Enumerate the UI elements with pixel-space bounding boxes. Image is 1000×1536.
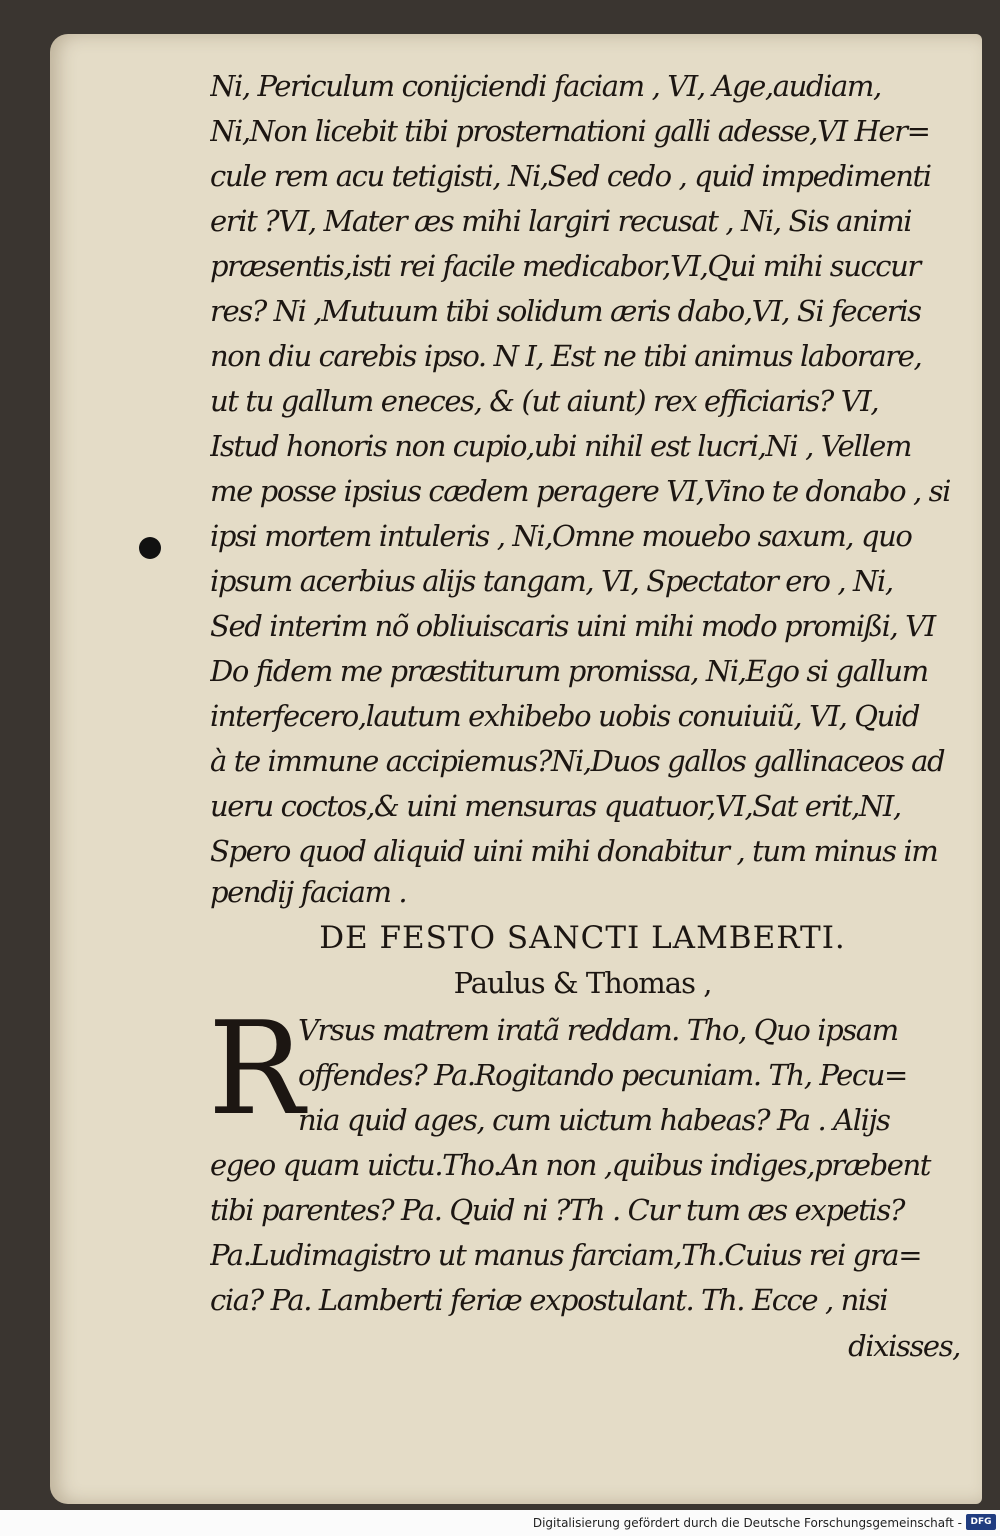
dfg-logo: DFG bbox=[966, 1514, 996, 1530]
section-heading: DE FESTO SANCTI LAMBERTI. bbox=[319, 920, 846, 956]
dialogue-line: offendes? Pa.Rogitando pecuniam. Th, Pecu= bbox=[298, 1058, 907, 1092]
margin-ink-dot bbox=[139, 537, 161, 559]
catchword: dixisses, bbox=[848, 1329, 960, 1363]
text-line: pendij faciam . bbox=[210, 875, 407, 909]
dialogue-line: Vrsus matrem iratã reddam. Tho, Quo ipsam bbox=[298, 1013, 898, 1047]
dialogue-line: Pa.Ludimagistro ut manus farciam,Th.Cuius rei gra= bbox=[210, 1238, 922, 1272]
text-line: Istud honoris non cupio,ubi nihil est lucri,Ni , Vellem bbox=[210, 429, 911, 463]
speakers-line: Paulus & Thomas , bbox=[453, 966, 712, 1000]
dialogue-line: cia? Pa. Lamberti feriæ expostulant. Th. Ecce , nisi bbox=[210, 1283, 888, 1317]
dialogue-line: tibi parentes? Pa. Quid ni ?Th . Cur tum æs expetis? bbox=[210, 1193, 905, 1227]
text-line: ipsi mortem intuleris , Ni,Omne mouebo saxum, quo bbox=[210, 519, 912, 553]
text-line: interfecero,lautum exhibebo uobis conuiuiũ, VI, Quid bbox=[210, 699, 919, 733]
dialogue-line: nia quid ages, cum uictum habeas? Pa . Alijs bbox=[298, 1103, 890, 1137]
text-line: res? Ni ,Mutuum tibi solidum æris dabo,VI, Si feceris bbox=[210, 294, 921, 328]
text-line: cule rem acu tetigisti, Ni,Sed cedo , quid impedimenti bbox=[210, 159, 931, 193]
text-line: erit ?VI, Mater æs mihi largiri recusat , Ni, Sis animi bbox=[210, 204, 912, 238]
text-line: à te immune accipiemus?Ni,Duos gallos gallinaceos ad bbox=[210, 744, 945, 778]
text-line: Ni,Non licebit tibi prosternationi galli adesse,VI Her= bbox=[210, 114, 930, 148]
text-line: ut tu gallum eneces, & (ut aiunt) rex efficiaris? VI, bbox=[210, 384, 879, 418]
text-line: ipsum acerbius alijs tangam, VI, Spectator ero , Ni, bbox=[210, 564, 893, 598]
dialogue-line: egeo quam uictu.Tho.An non ,quibus indiges,præbent bbox=[210, 1148, 931, 1182]
text-line: Spero quod aliquid uini mihi donabitur , tum minus im bbox=[210, 834, 938, 868]
text-line: Do fidem me præstiturum promissa, Ni,Ego si gallum bbox=[210, 654, 928, 688]
text-line: Sed interim nõ obliuiscaris uini mihi modo promißi, VI bbox=[210, 609, 935, 643]
text-line: ueru coctos,& uini mensuras quatuor,VI,Sat erit,NI, bbox=[210, 789, 901, 823]
text-line: Ni, Periculum conijciendi faciam , VI, Age,audiam, bbox=[210, 69, 881, 103]
text-line: non diu carebis ipso. N I, Est ne tibi animus laborare, bbox=[210, 339, 922, 373]
text-line: præsentis,isti rei facile medicabor,VI,Qui mihi succur bbox=[210, 249, 920, 283]
footer-credit: Digitalisierung gefördert durch die Deutsche Forschungsgemeinschaft - bbox=[532, 1516, 962, 1530]
drop-cap: R bbox=[208, 995, 305, 1144]
text-line: me posse ipsius cædem peragere VI,Vino te donabo , si bbox=[210, 474, 950, 508]
